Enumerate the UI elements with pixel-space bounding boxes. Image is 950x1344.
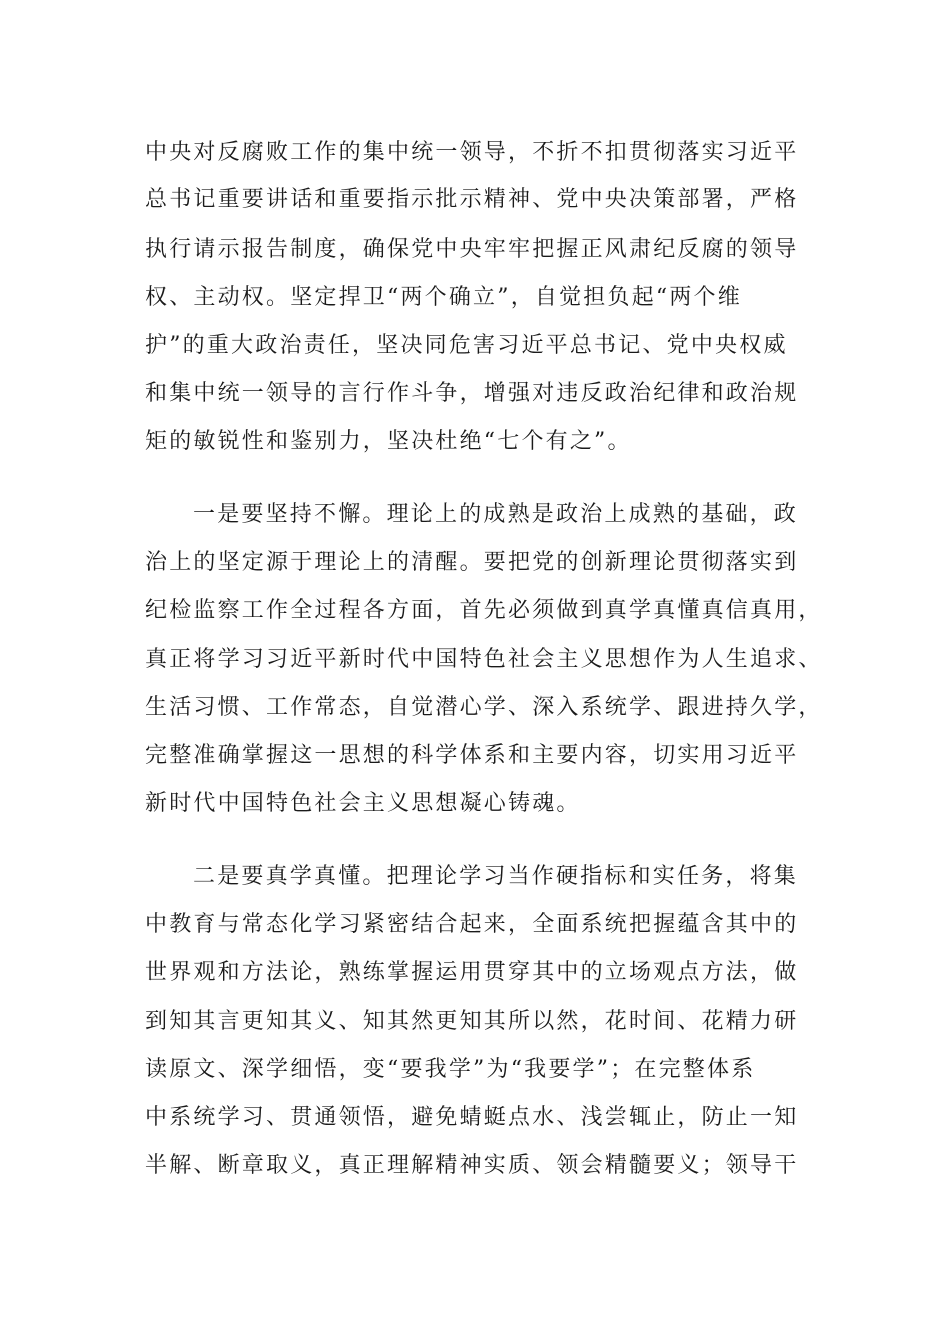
paragraph-2-line-5: 生活习惯、工作常态，自觉潜心学、深入系统学、跟进持久学， [145, 695, 823, 720]
paragraph-1-line-5: 护”的重大政治责任，坚决同危害习近平总书记、党中央权威 [145, 333, 788, 358]
paragraph-1-line-6: 和集中统一领导的言行作斗争，增强对违反政治纪律和政治规 [145, 381, 799, 406]
paragraph-2-line-3: 纪检监察工作全过程各方面，首先必须做到真学真懂真信真用， [145, 598, 823, 623]
paragraph-2-line-7: 新时代中国特色社会主义思想凝心铸魂。 [145, 791, 581, 816]
paragraph-3-line-6: 中系统学习、贯通领悟，避免蜻蜓点水、浅尝辄止，防止一知 [145, 1105, 799, 1130]
paragraph-1-line-7: 矩的敏锐性和鉴别力，坚决杜绝“七个有之”。 [145, 429, 632, 454]
paragraph-1-line-3: 执行请示报告制度，确保党中央牢牢把握正风肃纪反腐的领导 [145, 237, 799, 262]
paragraph-1-line-1: 中央对反腐败工作的集中统一领导，不折不扣贯彻落实习近平 [145, 140, 799, 165]
paragraph-3-line-4: 到知其言更知其义、知其然更知其所以然，花时间、花精力研 [145, 1009, 799, 1034]
paragraph-2-line-1: 一是要坚持不懈。理论上的成熟是政治上成熟的基础，政 [193, 502, 799, 527]
paragraph-3-line-7: 半解、断章取义，真正理解精神实质、领会精髓要义；领导干 [145, 1153, 799, 1178]
paragraph-2-line-6: 完整准确掌握这一思想的科学体系和主要内容，切实用习近平 [145, 743, 799, 768]
paragraph-1-line-2: 总书记重要讲话和重要指示批示精神、党中央决策部署，严格 [145, 187, 799, 212]
paragraph-1-line-4: 权、主动权。坚定捍卫“两个确立”，自觉担负起“两个维 [145, 285, 742, 310]
paragraph-3-line-2: 中教育与常态化学习紧密结合起来，全面系统把握蕴含其中的 [145, 912, 799, 937]
paragraph-3-line-1: 二是要真学真懂。把理论学习当作硬指标和实任务，将集 [193, 864, 799, 889]
paragraph-3-line-5: 读原文、深学细悟，变“要我学”为“我要学”；在完整体系 [145, 1057, 756, 1082]
paragraph-2-line-4: 真正将学习习近平新时代中国特色社会主义思想作为人生追求、 [145, 647, 823, 672]
paragraph-3-line-3: 世界观和方法论，熟练掌握运用贯穿其中的立场观点方法，做 [145, 960, 799, 985]
paragraph-2-line-2: 治上的坚定源于理论上的清醒。要把党的创新理论贯彻落实到 [145, 550, 799, 575]
